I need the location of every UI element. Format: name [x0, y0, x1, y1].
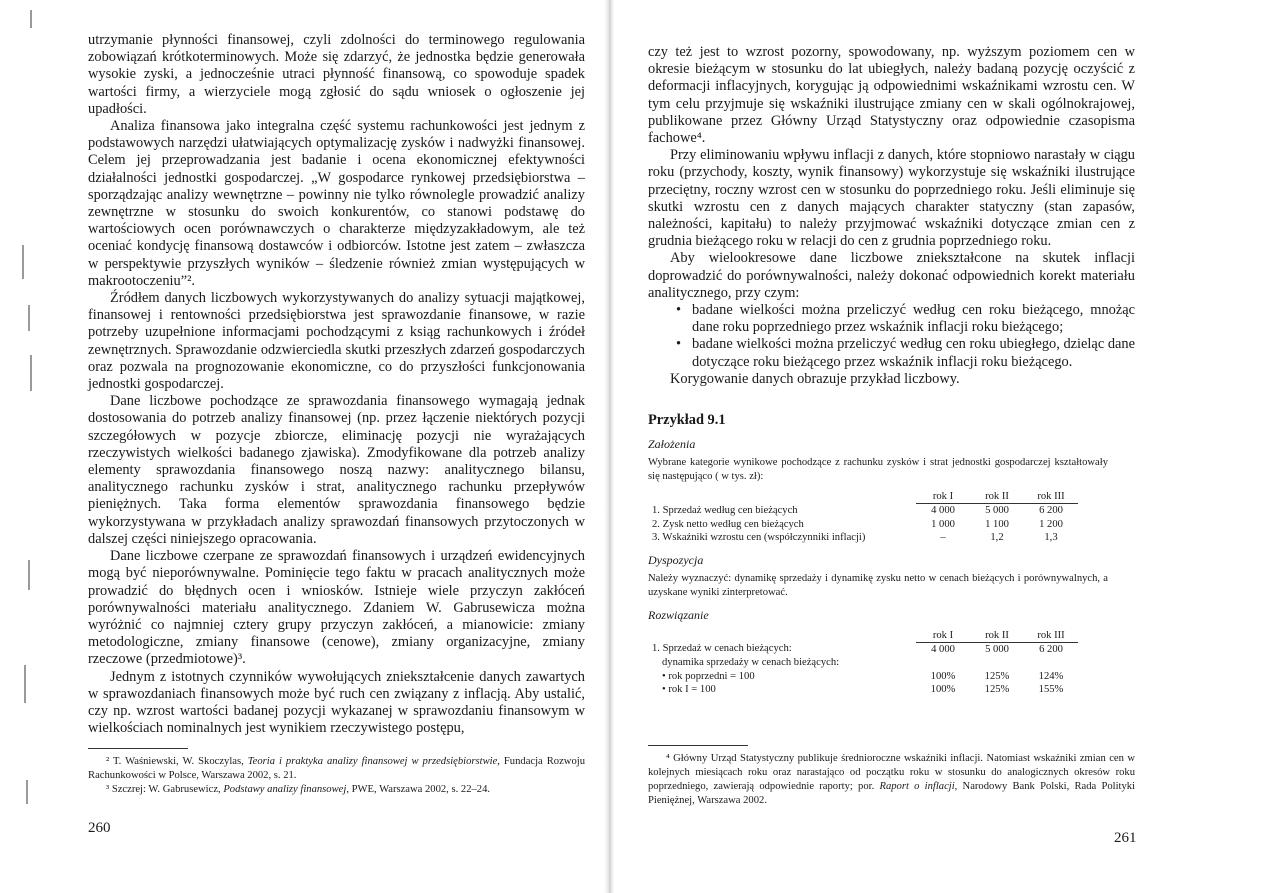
- page-number: 260: [88, 820, 111, 836]
- disposition-text: Należy wyznaczyć: dynamikę sprzedaży i dynamikę zysku netto w cenach bieżących i porównywalnych, a uzyskane wyniki zinterpretować.: [648, 572, 1108, 598]
- table-row: [648, 504, 1078, 518]
- table-cell: dynamika sprzedaży w cenach bieżących:: [662, 657, 840, 668]
- book-spine: [604, 0, 614, 893]
- table-cell: 2. Zysk netto według cen bieżących: [652, 518, 804, 530]
- table-header: rok I: [916, 490, 970, 504]
- table-cell: 5 000: [985, 643, 1009, 655]
- table-cell: 125%: [984, 670, 1010, 682]
- solution-table: [648, 629, 1078, 697]
- table-row: [648, 683, 1078, 697]
- table-cell: 100%: [930, 670, 956, 682]
- table-cell: 1 100: [985, 518, 1009, 530]
- assumptions-table: [648, 490, 1078, 545]
- disposition-label: Dyspozycja: [648, 552, 704, 567]
- table-header: rok III: [1024, 629, 1078, 643]
- paragraph: Dane liczbowe czerpane ze sprawozdań finansowych i urządzeń ewidencyjnych mogą być nieporównywalne. Pominięcie tego faktu w pracach analitycznych może prowadzić do błędnych ocen i wniosków. Istnieje wiele przyczyn zakłóceń porównywalności materiału analitycznego. Zdaniem W. Gabrusewicza można wyróżnić co najmniej cztery grupy przyczyn zakłóceń, a mianowicie: zmiany metodologiczne, zmiany finansowe (cenowe), zmiany organizacyjne, zmiany rzeczowe (przedmiotowe)³.: [88, 548, 585, 668]
- table-header-row: [648, 629, 1078, 643]
- table-cell: 1 000: [931, 518, 955, 530]
- footnote-rule: [648, 745, 748, 746]
- scan-speck: [28, 560, 30, 590]
- paragraph: Aby wielookresowe dane liczbowe zniekształcone na skutek inflacji doprowadzić do porównywalności, należy dokonać odpowiednich korekt materiału analitycznego, przy czym:: [648, 250, 1135, 301]
- table-cell: 124%: [1038, 670, 1064, 682]
- left-page: [0, 0, 620, 893]
- example-heading: Przykład 9.1: [648, 412, 726, 428]
- table-cell: –: [940, 532, 946, 543]
- table-header-blank: [648, 629, 916, 643]
- paragraph: Analiza finansowa jako integralna część systemu rachunkowości jest jednym z podstawowych narzędzi ułatwiających optymalizację zysków i nadwyżki finansowej. Celem jej przeprowadzania jest badanie i ocena ekonomicznej efektywności działalności jednostki gospodarczej. „W gospodarce rynkowej przedsiębiorstwa – sporządzając analizy wewnętrzne – powinny nie tylko równolegle prowadzić analizy zewnętrzne w stosunku do swoich konkurentów, co stanowi podstawę do wartościowych ocen porównawczych o charakterze międzyzakładowym, ale też oceniać kondycję finansową dostawców i odbiorców. Istotne jest zatem – zwłaszcza w perspektywie przyszłych wyników – śledzenie również zmian występujących w makrootoczeniu”².: [88, 118, 585, 289]
- page-number: 261: [1114, 830, 1137, 846]
- scan-speck: [28, 305, 30, 331]
- paragraph: Przy eliminowaniu wpływu inflacji z danych, które stopniowo narastały w ciągu roku (przychody, koszty, wynik finansowy) wykorzystuje się wskaźniki ilustrujące przeciętny, roczny wzrost cen w stosunku do poprzedniego roku. Jeśli eliminuje się skutki wzrostu cen z danych mających charakter statyczny (stan zapasów, należności, kapitału) to należy przyjmować wskaźniki dotyczące zmian cen z grudnia bieżącego roku w relacji do cen z grudnia poprzedniego roku.: [648, 147, 1135, 250]
- list-item: • badane wielkości można przeliczyć według cen roku ubiegłego, dzieląc dane dotyczące roku bieżącego przez wskaźnik inflacji roku bieżącego.: [676, 336, 1135, 370]
- table-cell: 1. Sprzedaż według cen bieżących: [652, 504, 798, 516]
- scan-speck: [30, 355, 32, 391]
- table-header: rok III: [1024, 490, 1078, 504]
- table-cell: 1 200: [1039, 518, 1063, 530]
- table-row: [648, 670, 1078, 684]
- table-cell: 5 000: [985, 505, 1009, 516]
- right-body-text: [648, 44, 1135, 388]
- table-cell: 155%: [1038, 684, 1064, 695]
- scan-speck: [30, 10, 32, 28]
- table-cell: 1,3: [1044, 532, 1058, 543]
- solution-label: Rozwiązanie: [648, 607, 709, 622]
- table-cell: 100%: [930, 684, 956, 695]
- scan-speck: [26, 780, 28, 804]
- paragraph: utrzymanie płynności finansowej, czyli zdolności do terminowego regulowania zobowiązań krótkoterminowych. Może się zdarzyć, że jednostka będzie generowała wysokie zyski, a jednocześnie utraci płynność finansową, co spowoduje spadek wartości firmy, a wierzyciele mogą zgłosić do sądu wniosek o ogłoszenie jej upadłości.: [88, 32, 585, 117]
- scan-speck: [22, 245, 24, 279]
- table-cell: 4 000: [931, 643, 955, 655]
- paragraph: Źródłem danych liczbowych wykorzystywanych do analizy sytuacji majątkowej, finansowej i rentowności przedsiębiorstwa jest sprawozdanie finansowe, w razie potrzeby uzupełnione informacjami pochodzącymi z ksiąg rachunkowych i źródeł zewnętrznych. Sprawozdanie odzwierciedla skutki przeszłych zdarzeń gospodarczych oraz pozwala na prognozowanie ekonomiczne, co do przyszłości funkcjonowania jednostki gospodarczej.: [88, 290, 585, 393]
- paragraph: Jednym z istotnych czynników wywołujących zniekształcenie danych zawartych w sprawozdaniach finansowych może być ruch cen związany z inflacją. Aby ustalić, czy np. wzrost wartości badanej pozycji wykazanej w sprawozdaniu finansowym w wielkościach nominalnych jest wynikiem rzeczywistego postępu,: [88, 668, 585, 737]
- paragraph: Dane liczbowe pochodzące ze sprawozdania finansowego wymagają jednak dostosowania do potrzeb analizy finansowej (np. przez łączenie niektórych pozycji szczegółowych w pozycje zbiorcze, eliminację pozycji nie wyrażających rzeczywistych wielkości badanego zjawiska). Zmodyfikowane dla potrzeb analizy elementy sprawozdania finansowego noszą nazwy: analitycznego bilansu, analitycznego rachunku zysków i strat, analitycznego rachunku przepływów pieniężnych. Taka forma elementów sprawozdania finansowego będzie wykorzystywana w przykładach analizy sprawozdań finansowych przytoczonych w dalszej części niniejszego opracowania.: [88, 393, 585, 547]
- right-page: [630, 0, 1263, 893]
- table-cell: 4 000: [931, 505, 955, 516]
- table-row: [648, 642, 1078, 656]
- assumptions-label: Założenia: [648, 437, 696, 451]
- paragraph: Korygowanie danych obrazuje przykład liczbowy.: [670, 370, 960, 387]
- table-header: rok II: [970, 490, 1024, 504]
- table-header: rok I: [916, 629, 970, 643]
- table-cell: [970, 656, 1024, 670]
- left-body-text: [88, 32, 585, 737]
- bullet-list: [676, 302, 1135, 371]
- footnote: ² T. Waśniewski, W. Skoczylas, Teoria i praktyka analizy finansowej w przedsiębiorstwie, Fundacja Rozwoju Rachunkowości w Polsce, Warszawa 2002, s. 21.: [88, 756, 585, 781]
- list-item: • badane wielkości można przeliczyć według cen roku bieżącego, mnożąc dane roku poprzedniego przez wskaźnik inflacji roku bieżącego;: [676, 302, 1135, 336]
- right-footnotes: [648, 752, 1135, 808]
- table-cell: [1024, 656, 1078, 670]
- table-cell: 1,2: [990, 532, 1004, 543]
- table-cell: 125%: [984, 684, 1010, 695]
- table-cell: 1. Sprzedaż w cenach bieżących:: [652, 643, 792, 655]
- table-row: [648, 656, 1078, 670]
- table-row: [648, 518, 1078, 532]
- footnote: ³ Szczrej: W. Gabrusewicz, Podstawy analizy finansowej, PWE, Warszawa 2002, s. 22–24.: [106, 784, 491, 795]
- example-box: [648, 412, 1108, 697]
- table-cell: 3. Wskaźniki wzrostu cen (współczynniki inflacji): [652, 532, 866, 543]
- paragraph: czy też jest to wzrost pozorny, spowodowany, np. wyższym poziomem cen w okresie bieżącym w stosunku do lat ubiegłych, należy badaną pozycję oczyścić z deformacji inflacyjnych, korygując ją odpowiednimi wskaźnikami wzrostu cen. W tym celu przyjmuje się wskaźniki ilustrujące zmiany cen w skali ogólnokrajowej, publikowane przez Główny Urząd Statystyczny oraz odpowiednie czasopisma fachowe⁴.: [648, 44, 1135, 147]
- scan-speck: [24, 665, 26, 703]
- table-cell: • rok I = 100: [662, 684, 716, 695]
- table-cell: • rok poprzedni = 100: [662, 670, 755, 682]
- table-cell: [916, 656, 970, 670]
- footnote: ⁴ Główny Urząd Statystyczny publikuje średnioroczne wskaźniki inflacji. Natomiast wskaźniki zmian cen w kolejnych miesiącach roku oraz narastająco od początku roku w stosunku do analogicznych okresów roku poprzedniego, zawierają odpowiednie raporty; por. Raport o inflacji, Narodowy Bank Polski, Rada Polityki Pieniężnej, Warszawa 2002.: [648, 753, 1135, 806]
- table-header: rok II: [970, 629, 1024, 643]
- table-cell: 6 200: [1039, 505, 1063, 516]
- table-row: [648, 531, 1078, 545]
- assumptions-text: Wybrane kategorie wynikowe pochodzące z rachunku zysków i strat jednostki gospodarczej kształtowały się następująco ( w tys. zł):: [648, 457, 1108, 482]
- table-header-blank: [648, 490, 916, 504]
- left-footnotes: [88, 755, 585, 797]
- table-header-row: [648, 490, 1078, 504]
- footnote-rule: [88, 748, 188, 749]
- table-cell: 6 200: [1039, 643, 1063, 655]
